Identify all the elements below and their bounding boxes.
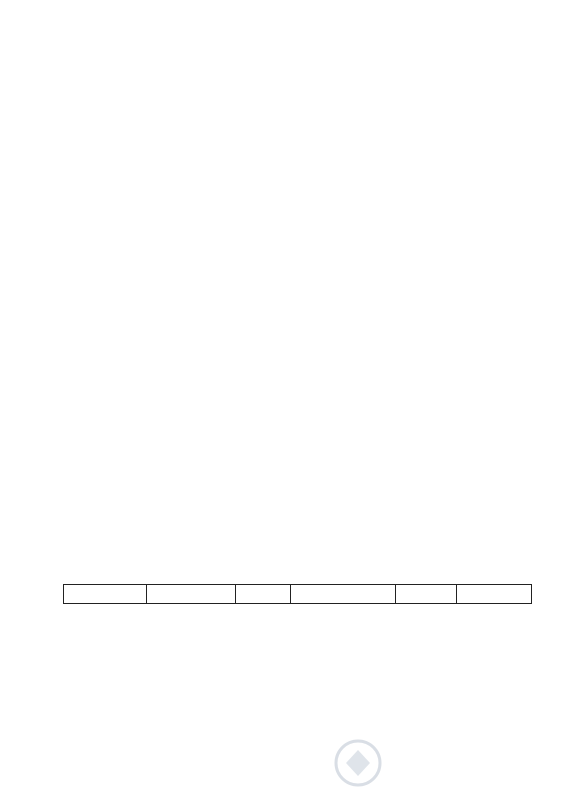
column-header <box>457 585 532 604</box>
table-header-row <box>64 585 532 604</box>
column-header <box>236 585 291 604</box>
watermark-logo <box>318 730 568 796</box>
column-header <box>64 585 147 604</box>
column-header <box>291 585 396 604</box>
column-header <box>396 585 457 604</box>
book-data-table <box>63 584 532 604</box>
column-header <box>147 585 236 604</box>
